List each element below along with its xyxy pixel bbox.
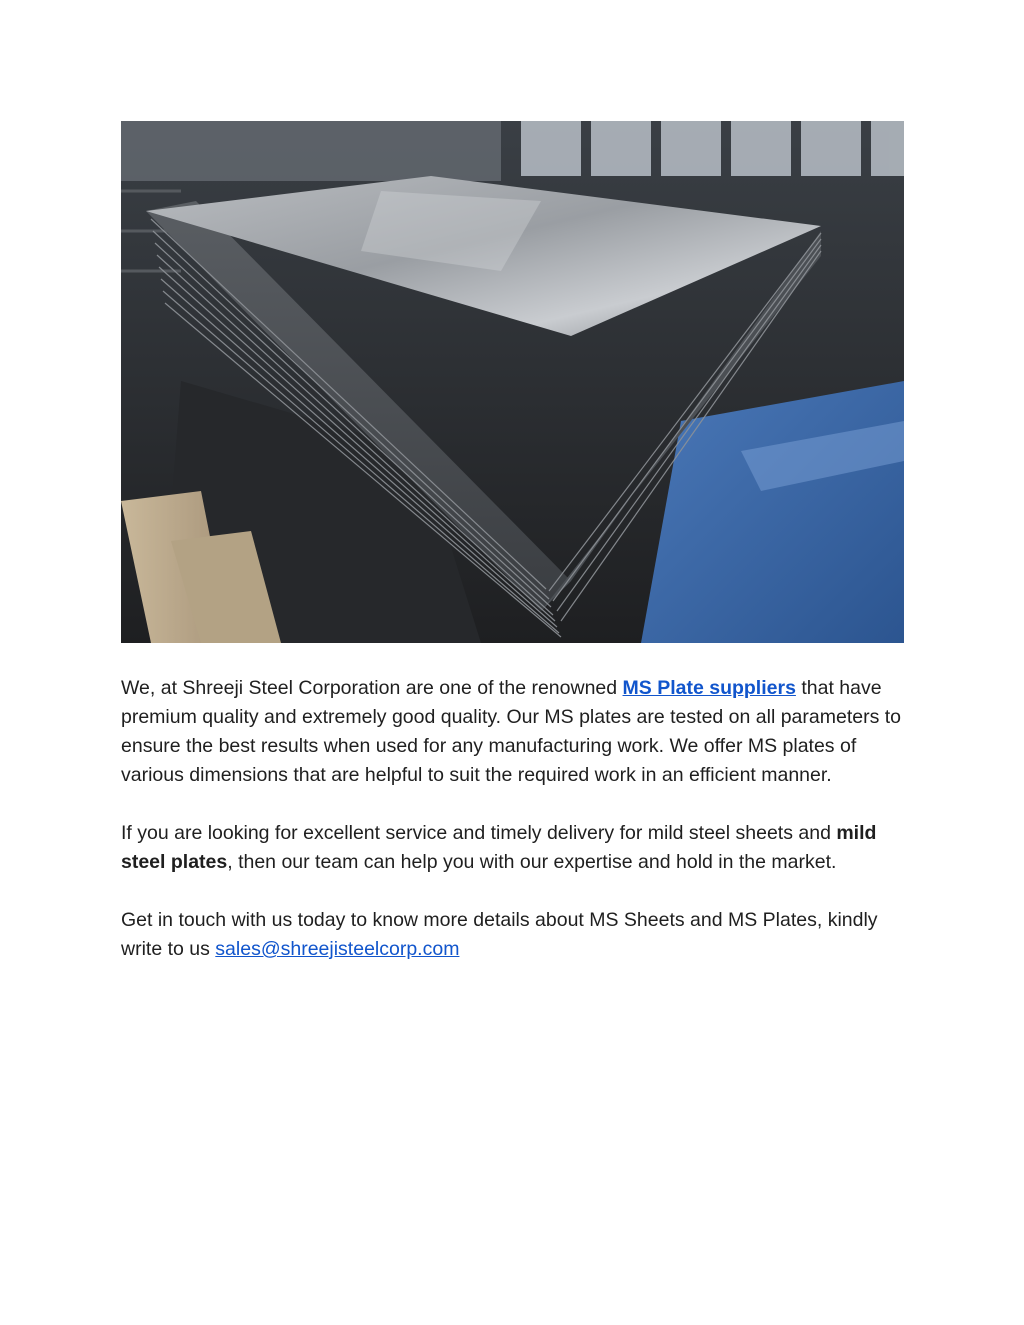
ms-plate-suppliers-link[interactable]: MS Plate suppliers — [622, 677, 796, 699]
service-text: If you are looking for excellent service and timely delivery for mild steel sheets and — [121, 822, 837, 844]
intro-text: We, at Shreeji Steel Corporation are one of the renowned — [121, 677, 623, 699]
intro-text-continued: that have premium quality and extremely good quality. Our MS plates are tested on all parameters to ensure the best results when used for any manufacturing work. We offer MS plates of various dimensions that are helpful to suit the required work in an efficient manner. — [121, 677, 902, 786]
email-link[interactable]: sales@shreejisteelcorp.com — [215, 938, 460, 960]
steel-plates-photo — [121, 121, 904, 643]
mild-steel-plates-bold: mild steel plates — [121, 822, 877, 873]
intro-paragraph — [121, 674, 911, 790]
contact-paragraph — [121, 906, 911, 964]
article-body — [121, 674, 911, 993]
service-text-continued: , then our team can help you with our expertise and hold in the market. — [227, 851, 837, 873]
service-paragraph — [121, 819, 911, 877]
contact-text: Get in touch with us today to know more details about MS Sheets and MS Plates, kindly write to us — [121, 909, 878, 960]
